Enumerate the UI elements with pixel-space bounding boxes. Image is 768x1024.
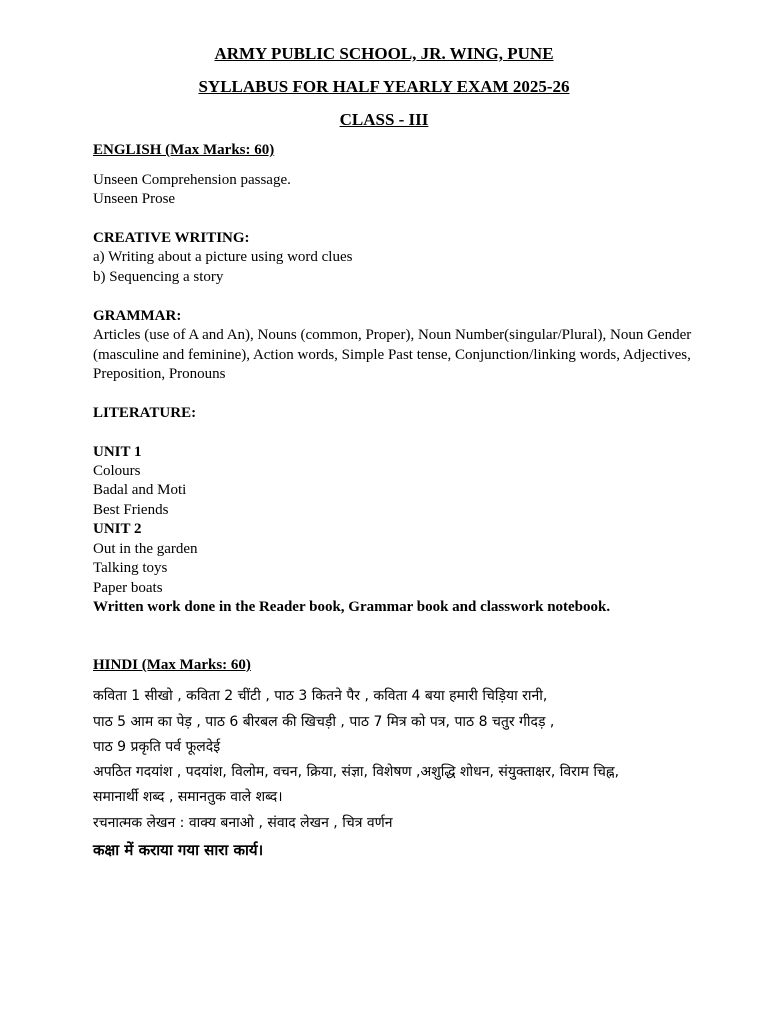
english-heading: ENGLISH (Max Marks: 60) bbox=[93, 142, 275, 158]
hindi-syllabus-line: कविता 1 सीखो , कविता 2 चींटी , पाठ 3 कितने पैर , कविता 4 बया हमारी चिड़िया रानी, bbox=[93, 688, 548, 704]
exam-title: SYLLABUS FOR HALF YEARLY EXAM 2025-26 bbox=[198, 77, 570, 96]
school-title: ARMY PUBLIC SCHOOL, JR. WING, PUNE bbox=[214, 44, 554, 63]
english-written-work-note: Written work done in the Reader book, Grammar book and classwork notebook. bbox=[93, 599, 611, 615]
creative-writing-item: b) Sequencing a story bbox=[93, 269, 224, 285]
hindi-syllabus-line: रचनात्मक लेखन : वाक्य बनाओ , संवाद लेखन , चित्र वर्णन bbox=[93, 815, 393, 831]
hindi-syllabus-line: अपठित गदयांश , पदयांश, विलोम, वचन, क्रिया, संज्ञा, विशेषण ,अशुद्धि शोधन, संयुक्ताक्षर, विराम चिह्न, bbox=[93, 764, 620, 780]
hindi-heading: HINDI (Max Marks: 60) bbox=[93, 657, 251, 673]
unit2-heading: UNIT 2 bbox=[93, 521, 142, 537]
hindi-classwork-note: कक्षा में कराया गया सारा कार्य। bbox=[93, 841, 264, 859]
creative-writing-item: a) Writing about a picture using word clues bbox=[93, 249, 353, 265]
grammar-heading: GRAMMAR: bbox=[93, 308, 182, 324]
english-reading-item: Unseen Prose bbox=[93, 191, 176, 207]
unit1-lesson: Colours bbox=[93, 463, 141, 479]
hindi-syllabus-line: समानार्थी शब्द , समानतुक वाले शब्द। bbox=[93, 789, 283, 805]
unit1-lesson: Badal and Moti bbox=[93, 482, 187, 498]
hindi-syllabus-line: पाठ 9 प्रकृति पर्व फूलदेई bbox=[93, 739, 221, 755]
hindi-syllabus-line: पाठ 5 आम का पेड़ , पाठ 6 बीरबल की खिचड़ी , पाठ 7 मित्र को पत्र, पाठ 8 चतुर गीदड़ , bbox=[93, 714, 555, 730]
unit2-lesson: Talking toys bbox=[93, 560, 168, 576]
creative-writing-heading: CREATIVE WRITING: bbox=[93, 230, 250, 246]
unit1-lesson: Best Friends bbox=[93, 502, 169, 518]
unit2-lesson: Out in the garden bbox=[93, 541, 198, 557]
literature-heading: LITERATURE: bbox=[93, 405, 197, 421]
english-reading-item: Unseen Comprehension passage. bbox=[93, 172, 291, 188]
unit2-lesson: Paper boats bbox=[93, 580, 163, 596]
grammar-topics: Articles (use of A and An), Nouns (common, Proper), Noun Number(singular/Plural), Noun Gender (masculine and feminine), Action words, Simple Past tense, Conjunction/linking words, Adjectives, Preposition, Pronouns bbox=[93, 327, 692, 382]
class-title: CLASS - III bbox=[339, 110, 429, 129]
unit1-heading: UNIT 1 bbox=[93, 444, 142, 460]
